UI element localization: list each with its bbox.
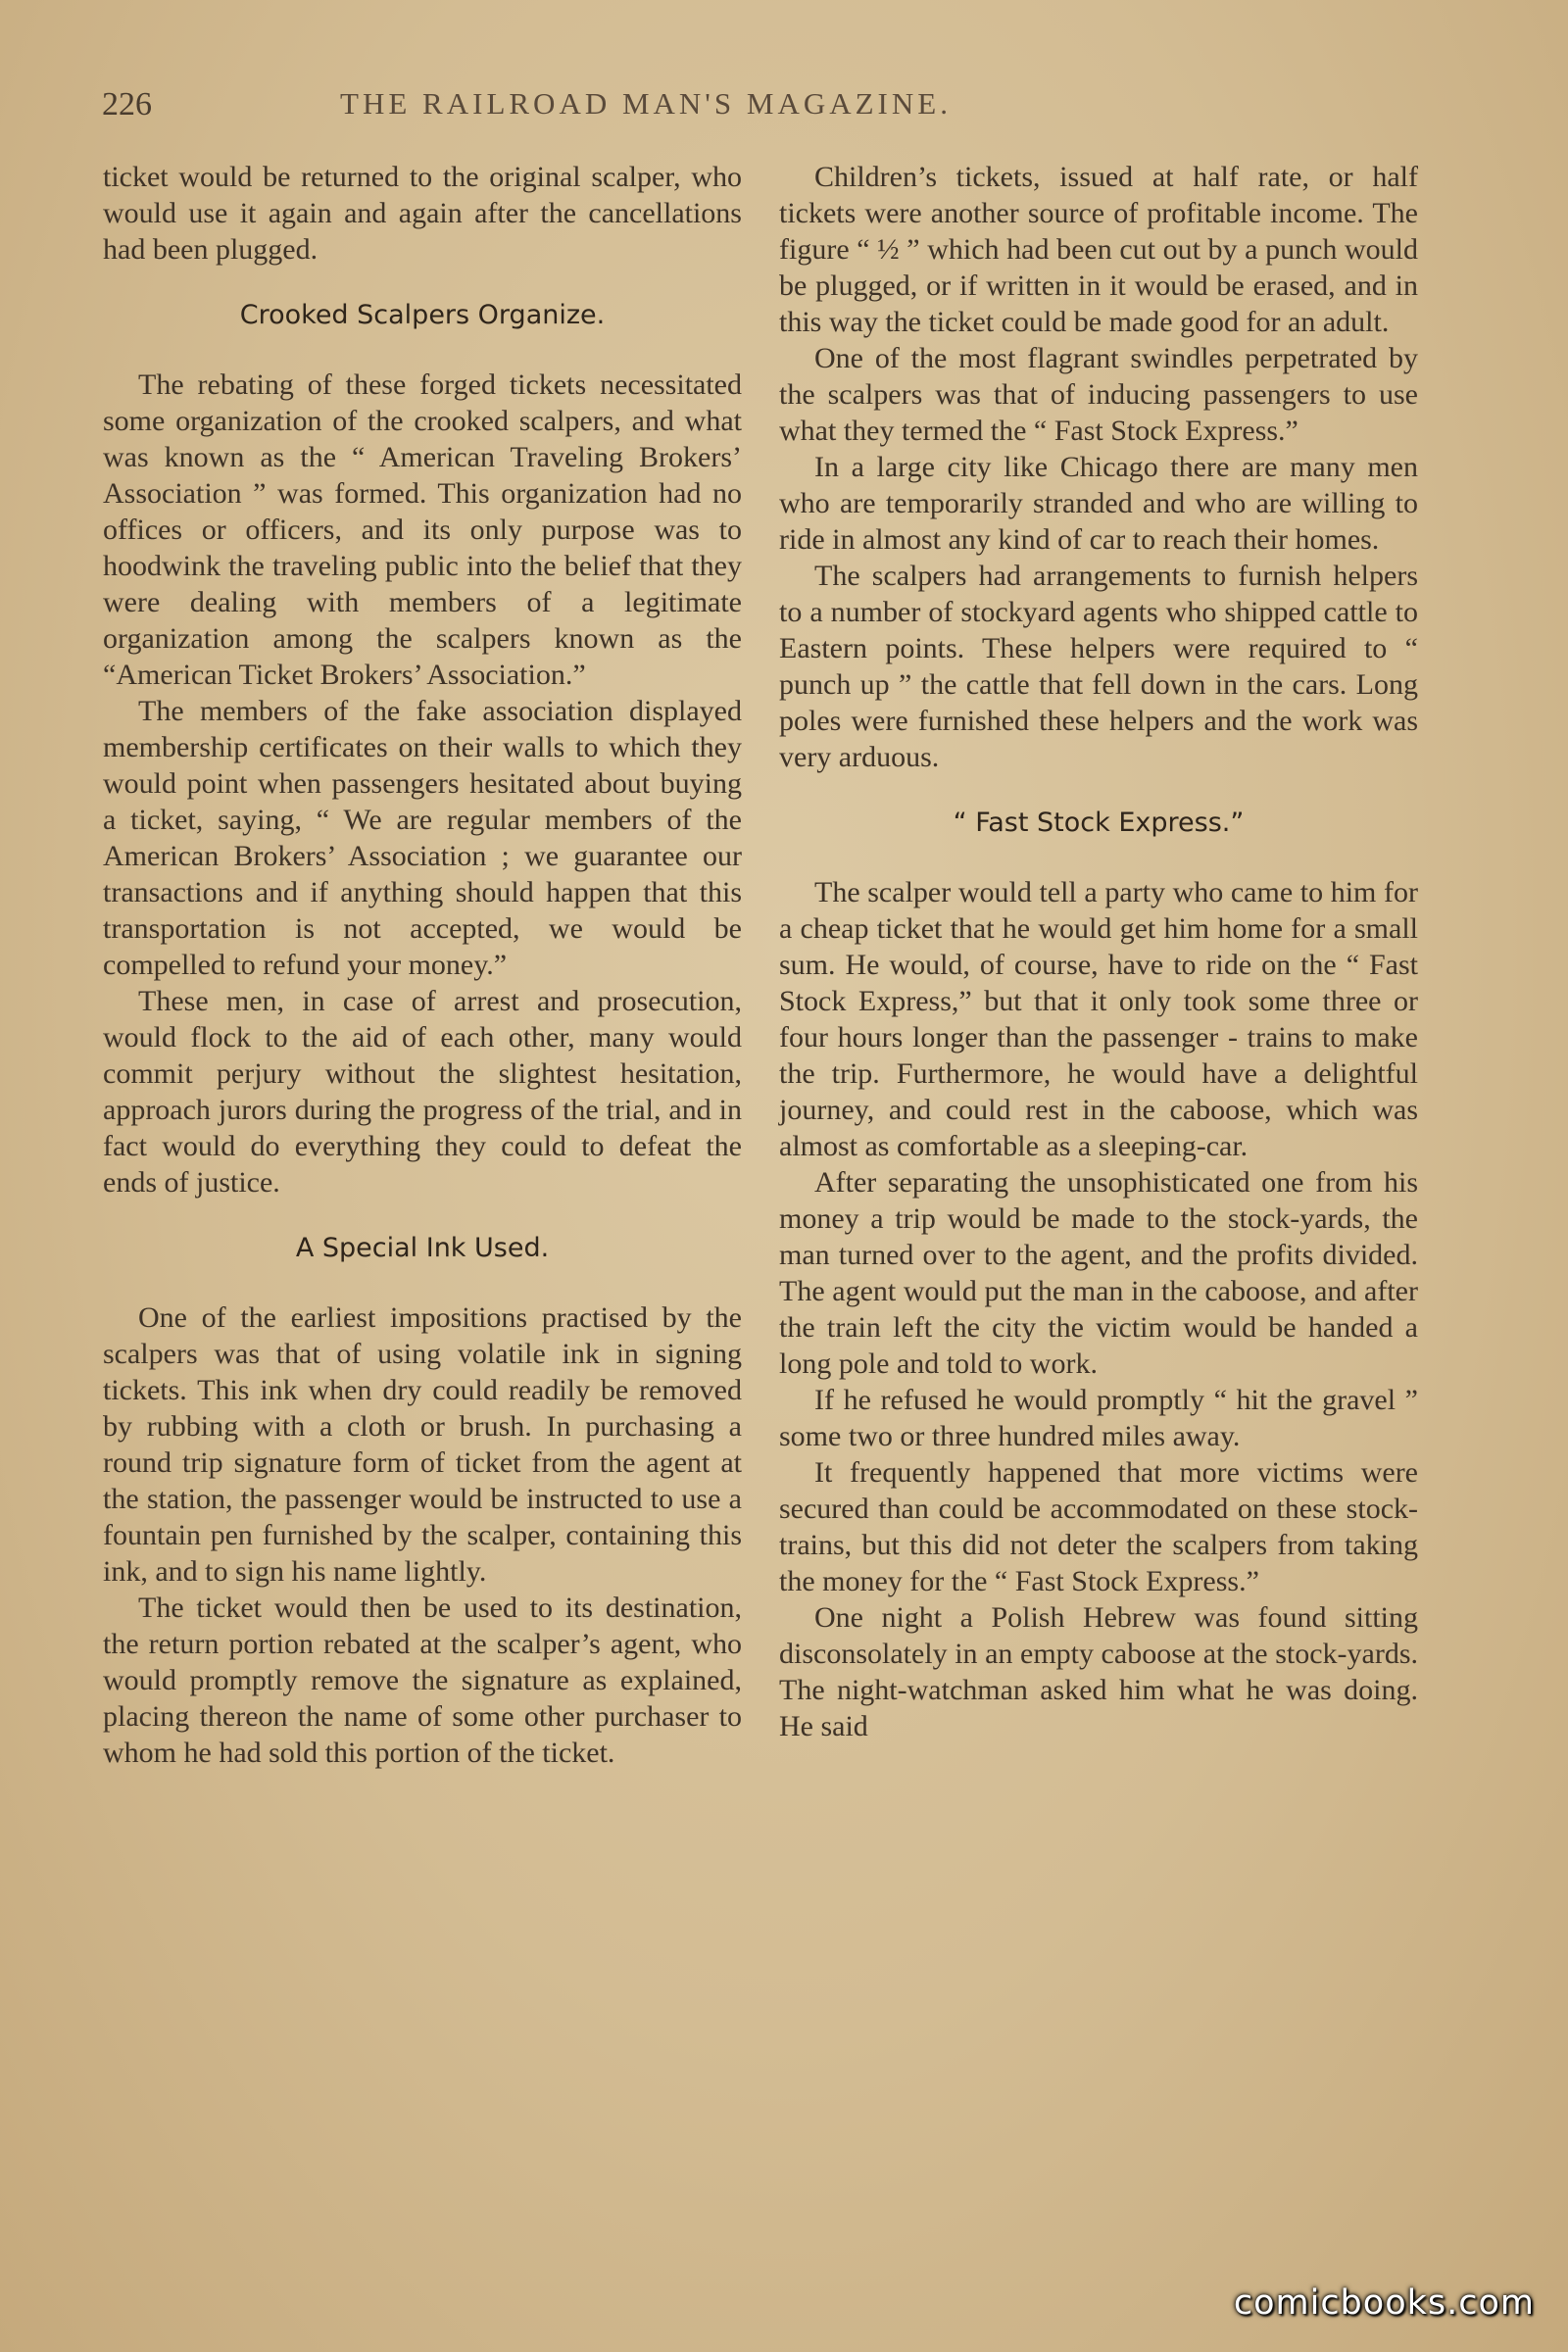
paragraph: After separating the unsophisticated one from his money a trip would be made to the stock-yards, the man turned over to the agent, and the profits divided. The agent would put the man in the caboose, and after the train left the city the victim would be handed a long pole and told to work. [779,1166,1418,1380]
paragraph: If he refused he would promptly “ hit the gravel ” some two or three hundred miles away. [779,1384,1418,1452]
section-heading: A Special Ink Used. [295,1233,550,1263]
paragraph: One night a Polish Hebrew was found sitting disconsolately in an empty caboose at the stock-yards. The night-watchman asked him what he was doing. He said [779,1601,1418,1742]
paragraph: ticket would be returned to the original scalper, who would use it again and again after the cancellations had been plugged. [103,161,742,266]
paragraph: One of the most flagrant swindles perpetrated by the scalpers was that of inducing passengers to use what they termed the “ Fast Stock Express.” [779,342,1418,447]
paragraph: One of the earliest impositions practised by the scalpers was that of using volatile ink in signing tickets. This ink when dry could readily be removed by rubbing with a cloth or brush. In purchasing a round trip signature form of ticket from the agent at the station, the passenger would be instructed to use a fountain pen furnished by the scalper, containing this ink, and to sign his name lightly. [103,1301,742,1588]
section-heading: “ Fast Stock Express.” [953,808,1245,838]
right-column [779,159,1418,1744]
section-heading: Crooked Scalpers Organize. [239,300,606,330]
left-column [103,159,742,1771]
page-number: 226 [102,86,152,122]
paragraph: The scalper would tell a party who came to him for a cheap ticket that he would get him home for a small sum. He would, of course, have to ride on the “ Fast Stock Express,” but that it only took some three or four hours longer than the passenger - trains to make the trip. Furthermore, he would have a delightful journey, and could rest in the caboose, which was almost as comfortable as a sleeping-car. [779,876,1418,1162]
watermark: comicbooks.com [1233,2283,1535,2323]
paragraph: In a large city like Chicago there are many men who are temporarily stranded and who are willing to ride in almost any kind of car to reach their homes. [779,451,1418,556]
paragraph: Children’s tickets, issued at half rate, or half tickets were another source of profitable income. The figure “ ½ ” which had been cut out by a punch would be plugged, or if written in it would be erased, and in this way the ticket could be made good for an adult. [779,161,1418,338]
paragraph: The members of the fake association displayed membership certificates on their walls to which they would point when passengers hesitated about buying a ticket, saying, “ We are regular members of the American Brokers’ Association ; we guarantee our transactions and if anything should happen that this transportation is not accepted, we would be compelled to refund your money.” [103,695,742,981]
running-title: THE RAILROAD MAN'S MAGAZINE. [340,86,952,121]
paragraph: The ticket would then be used to its destination, the return portion rebated at the scalper’s agent, who would promptly remove the signature as explained, placing thereon the name of some other purchaser to whom he had sold this portion of the ticket. [103,1592,742,1769]
paragraph: The scalpers had arrangements to furnish helpers to a number of stockyard agents who shipped cattle to Eastern points. These helpers were required to “ punch up ” the cattle that fell down in the cars. Long poles were furnished these helpers and the work was very arduous. [779,560,1418,773]
paragraph: The rebating of these forged tickets necessitated some organization of the crooked scalpers, and what was known as the “ American Traveling Brokers’ Association ” was formed. This organization had no offices or officers, and its only purpose was to hoodwink the traveling public into the belief that they were dealing with members of a legitimate organization among the scalpers known as the “American Ticket Brokers’ Association.” [103,368,742,691]
page-header [102,86,1121,131]
paragraph: It frequently happened that more victims were secured than could be accommodated on these stock-trains, but this did not deter the scalpers from taking the money for the “ Fast Stock Express.” [779,1456,1418,1597]
paragraph: These men, in case of arrest and prosecution, would flock to the aid of each other, many would commit perjury without the slightest hesitation, approach jurors during the progress of the trial, and in fact would do everything they could to defeat the ends of justice. [103,985,742,1199]
